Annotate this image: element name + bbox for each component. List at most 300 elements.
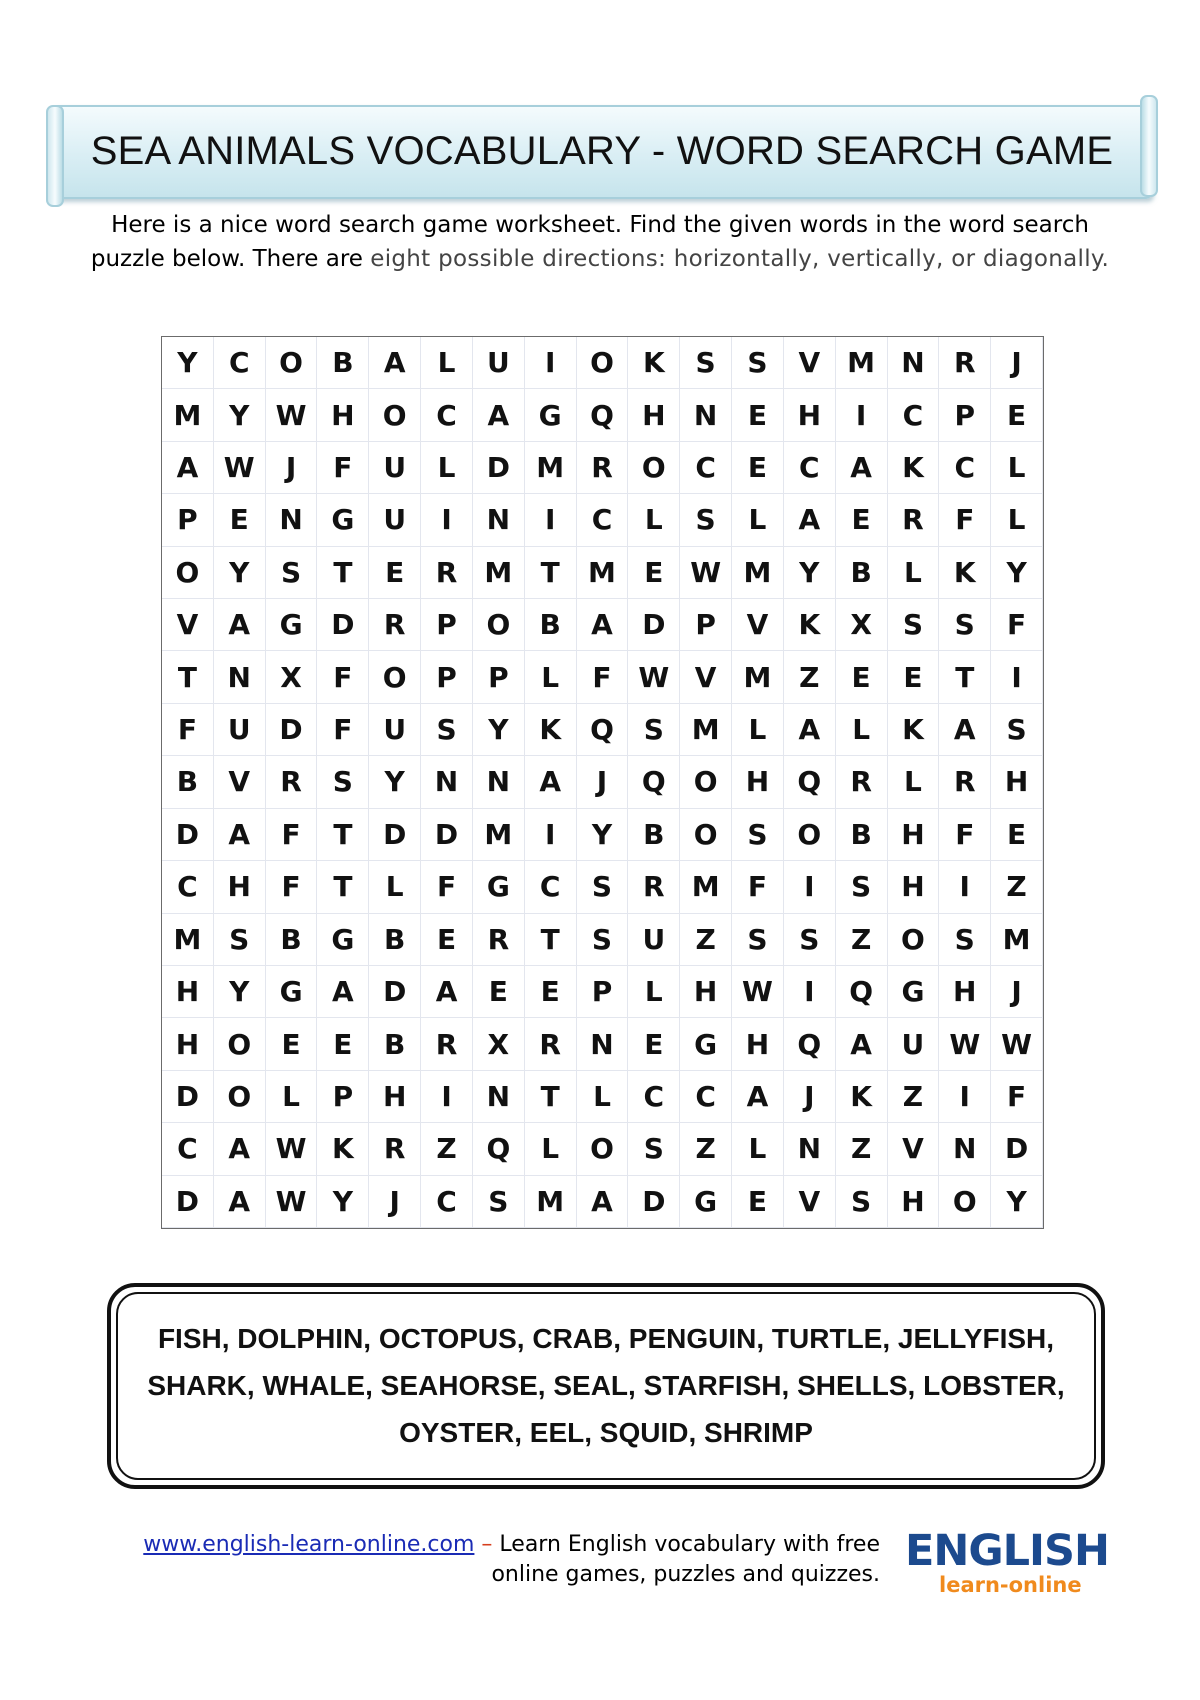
- grid-cell: S: [888, 599, 940, 651]
- grid-cell: B: [317, 337, 369, 389]
- word-list-line-3: OYSTER, EEL, SQUID, SHRIMP: [399, 1417, 813, 1448]
- grid-cell: N: [421, 756, 473, 808]
- grid-cell: F: [421, 861, 473, 913]
- grid-cell: O: [628, 442, 680, 494]
- grid-cell: J: [991, 337, 1043, 389]
- grid-cell: L: [525, 651, 577, 703]
- grid-cell: D: [421, 809, 473, 861]
- grid-cell: E: [991, 809, 1043, 861]
- grid-cell: L: [525, 1123, 577, 1175]
- grid-cell: Q: [836, 966, 888, 1018]
- grid-cell: A: [214, 809, 266, 861]
- grid-cell: S: [991, 704, 1043, 756]
- grid-cell: W: [939, 1018, 991, 1070]
- grid-cell: V: [162, 599, 214, 651]
- word-list-box: [107, 1283, 1105, 1489]
- grid-cell: E: [732, 389, 784, 441]
- grid-cell: Y: [369, 756, 421, 808]
- grid-cell: O: [473, 599, 525, 651]
- grid-cell: M: [680, 704, 732, 756]
- grid-cell: Z: [784, 651, 836, 703]
- grid-cell: P: [680, 599, 732, 651]
- grid-cell: F: [266, 861, 318, 913]
- grid-cell: U: [628, 914, 680, 966]
- grid-cell: A: [939, 704, 991, 756]
- grid-cell: Z: [680, 1123, 732, 1175]
- grid-cell: E: [836, 494, 888, 546]
- grid-cell: G: [266, 599, 318, 651]
- grid-cell: V: [732, 599, 784, 651]
- grid-cell: H: [628, 389, 680, 441]
- grid-cell: K: [888, 442, 940, 494]
- grid-cell: H: [369, 1071, 421, 1123]
- grid-cell: A: [473, 389, 525, 441]
- grid-cell: B: [369, 914, 421, 966]
- grid-cell: F: [991, 599, 1043, 651]
- grid-cell: A: [317, 966, 369, 1018]
- grid-cell: V: [680, 651, 732, 703]
- grid-cell: K: [888, 704, 940, 756]
- grid-cell: L: [888, 547, 940, 599]
- grid-cell: G: [680, 1018, 732, 1070]
- grid-cell: G: [680, 1176, 732, 1228]
- grid-cell: A: [214, 1123, 266, 1175]
- grid-cell: I: [525, 337, 577, 389]
- grid-cell: K: [628, 337, 680, 389]
- grid-cell: C: [888, 389, 940, 441]
- grid-cell: Y: [162, 337, 214, 389]
- grid-cell: R: [577, 442, 629, 494]
- grid-cell: H: [939, 966, 991, 1018]
- grid-cell: P: [162, 494, 214, 546]
- grid-cell: N: [214, 651, 266, 703]
- grid-cell: N: [473, 756, 525, 808]
- grid-cell: B: [836, 809, 888, 861]
- grid-cell: M: [577, 547, 629, 599]
- grid-cell: A: [525, 756, 577, 808]
- grid-cell: T: [525, 1071, 577, 1123]
- grid-cell: D: [369, 966, 421, 1018]
- grid-cell: C: [162, 1123, 214, 1175]
- grid-cell: P: [473, 651, 525, 703]
- grid-cell: E: [369, 547, 421, 599]
- grid-cell: G: [266, 966, 318, 1018]
- grid-cell: X: [473, 1018, 525, 1070]
- grid-cell: R: [473, 914, 525, 966]
- grid-cell: S: [317, 756, 369, 808]
- grid-cell: E: [473, 966, 525, 1018]
- grid-cell: O: [369, 651, 421, 703]
- grid-cell: J: [577, 756, 629, 808]
- intro-line-2-start: puzzle below. There are: [90, 246, 371, 272]
- grid-cell: M: [732, 547, 784, 599]
- grid-cell: Q: [628, 756, 680, 808]
- grid-cell: H: [991, 756, 1043, 808]
- grid-cell: A: [369, 337, 421, 389]
- grid-cell: G: [525, 389, 577, 441]
- grid-cell: I: [421, 494, 473, 546]
- grid-cell: A: [836, 1018, 888, 1070]
- grid-cell: A: [577, 599, 629, 651]
- word-list: [141, 1315, 1071, 1456]
- grid-cell: M: [162, 389, 214, 441]
- grid-cell: C: [680, 442, 732, 494]
- grid-cell: U: [369, 704, 421, 756]
- grid-cell: H: [214, 861, 266, 913]
- grid-cell: A: [784, 704, 836, 756]
- grid-cell: H: [888, 861, 940, 913]
- grid-cell: P: [939, 389, 991, 441]
- grid-cell: S: [732, 337, 784, 389]
- intro-line-1: Here is a nice word search game worksheet. Find the given words in the word search: [111, 212, 1089, 238]
- grid-cell: T: [162, 651, 214, 703]
- page-title: SEA ANIMALS VOCABULARY - WORD SEARCH GAME: [90, 129, 1114, 173]
- grid-cell: M: [991, 914, 1043, 966]
- grid-cell: Z: [888, 1071, 940, 1123]
- grid-cell: L: [732, 494, 784, 546]
- grid-cell: X: [836, 599, 888, 651]
- grid-cell: Z: [680, 914, 732, 966]
- grid-cell: D: [473, 442, 525, 494]
- grid-cell: O: [577, 337, 629, 389]
- grid-cell: N: [939, 1123, 991, 1175]
- footer-text-2: online games, puzzles and quizzes.: [491, 1562, 880, 1587]
- grid-cell: D: [628, 1176, 680, 1228]
- grid-cell: N: [577, 1018, 629, 1070]
- grid-cell: L: [577, 1071, 629, 1123]
- grid-cell: K: [939, 547, 991, 599]
- grid-cell: S: [732, 914, 784, 966]
- grid-cell: V: [888, 1123, 940, 1175]
- grid-cell: S: [939, 914, 991, 966]
- grid-cell: L: [732, 1123, 784, 1175]
- grid-cell: A: [784, 494, 836, 546]
- grid-cell: M: [525, 1176, 577, 1228]
- grid-cell: S: [680, 337, 732, 389]
- grid-cell: K: [836, 1071, 888, 1123]
- intro-line-2: [50, 242, 1150, 276]
- grid-cell: J: [784, 1071, 836, 1123]
- grid-cell: H: [732, 1018, 784, 1070]
- intro-text: [50, 208, 1150, 276]
- grid-cell: L: [266, 1071, 318, 1123]
- grid-cell: K: [784, 599, 836, 651]
- grid-cell: I: [525, 809, 577, 861]
- grid-cell: N: [266, 494, 318, 546]
- grid-cell: K: [525, 704, 577, 756]
- grid-cell: J: [991, 966, 1043, 1018]
- grid-cell: L: [369, 861, 421, 913]
- grid-cell: S: [836, 861, 888, 913]
- grid-cell: Y: [473, 704, 525, 756]
- grid-cell: C: [421, 1176, 473, 1228]
- grid-cell: U: [473, 337, 525, 389]
- grid-cell: I: [836, 389, 888, 441]
- grid-cell: F: [317, 704, 369, 756]
- grid-cell: S: [939, 599, 991, 651]
- grid-cell: K: [317, 1123, 369, 1175]
- grid-cell: I: [939, 861, 991, 913]
- grid-cell: H: [317, 389, 369, 441]
- grid-cell: W: [214, 442, 266, 494]
- grid-cell: G: [317, 914, 369, 966]
- grid-cell: R: [939, 337, 991, 389]
- grid-cell: I: [784, 861, 836, 913]
- grid-cell: E: [732, 442, 784, 494]
- grid-cell: C: [577, 494, 629, 546]
- grid-cell: Q: [473, 1123, 525, 1175]
- grid-cell: X: [266, 651, 318, 703]
- grid-cell: L: [421, 337, 473, 389]
- grid-cell: P: [421, 599, 473, 651]
- grid-cell: D: [266, 704, 318, 756]
- logo-english-text: ENGLISH: [905, 1526, 1110, 1576]
- grid-cell: L: [888, 756, 940, 808]
- grid-cell: Q: [784, 1018, 836, 1070]
- grid-cell: U: [888, 1018, 940, 1070]
- grid-cell: A: [162, 442, 214, 494]
- grid-cell: Y: [214, 547, 266, 599]
- grid-cell: C: [421, 389, 473, 441]
- footer-line-1: [110, 1530, 880, 1560]
- grid-cell: G: [888, 966, 940, 1018]
- grid-cell: E: [214, 494, 266, 546]
- word-list-line-2: SHARK, WHALE, SEAHORSE, SEAL, STARFISH, SHELLS, LOBSTER,: [147, 1370, 1065, 1401]
- grid-cell: R: [369, 599, 421, 651]
- grid-cell: E: [991, 389, 1043, 441]
- grid-cell: E: [888, 651, 940, 703]
- grid-cell: E: [628, 547, 680, 599]
- grid-cell: Y: [214, 389, 266, 441]
- grid-cell: Z: [421, 1123, 473, 1175]
- website-link[interactable]: www.english-learn-online.com: [143, 1532, 475, 1557]
- grid-cell: D: [162, 1176, 214, 1228]
- grid-cell: U: [214, 704, 266, 756]
- grid-cell: M: [162, 914, 214, 966]
- grid-cell: F: [732, 861, 784, 913]
- grid-cell: T: [525, 914, 577, 966]
- grid-cell: E: [732, 1176, 784, 1228]
- grid-cell: R: [939, 756, 991, 808]
- grid-cell: H: [162, 966, 214, 1018]
- grid-cell: J: [266, 442, 318, 494]
- grid-cell: A: [421, 966, 473, 1018]
- grid-cell: B: [266, 914, 318, 966]
- grid-cell: I: [784, 966, 836, 1018]
- grid-cell: B: [525, 599, 577, 651]
- grid-cell: W: [266, 1123, 318, 1175]
- grid-cell: I: [421, 1071, 473, 1123]
- grid-cell: F: [991, 1071, 1043, 1123]
- grid-cell: C: [628, 1071, 680, 1123]
- grid-cell: O: [577, 1123, 629, 1175]
- grid-cell: W: [266, 1176, 318, 1228]
- grid-cell: E: [628, 1018, 680, 1070]
- grid-cell: S: [266, 547, 318, 599]
- grid-cell: T: [317, 861, 369, 913]
- grid-cell: C: [214, 337, 266, 389]
- grid-cell: C: [939, 442, 991, 494]
- footer-dash: –: [474, 1532, 500, 1557]
- grid-cell: F: [266, 809, 318, 861]
- grid-cell: S: [214, 914, 266, 966]
- grid-cell: M: [473, 809, 525, 861]
- grid-cell: E: [421, 914, 473, 966]
- grid-cell: Z: [836, 1123, 888, 1175]
- grid-cell: Y: [577, 809, 629, 861]
- grid-cell: M: [525, 442, 577, 494]
- grid-cell: W: [991, 1018, 1043, 1070]
- grid-cell: R: [888, 494, 940, 546]
- grid-cell: R: [421, 1018, 473, 1070]
- grid-cell: R: [836, 756, 888, 808]
- grid-cell: D: [628, 599, 680, 651]
- grid-cell: U: [369, 442, 421, 494]
- grid-cell: B: [628, 809, 680, 861]
- grid-cell: O: [369, 389, 421, 441]
- grid-cell: M: [836, 337, 888, 389]
- grid-cell: S: [784, 914, 836, 966]
- grid-cell: A: [836, 442, 888, 494]
- grid-cell: E: [317, 1018, 369, 1070]
- grid-cell: G: [473, 861, 525, 913]
- grid-cell: L: [732, 704, 784, 756]
- grid-cell: Y: [991, 547, 1043, 599]
- grid-cell: V: [784, 337, 836, 389]
- grid-cell: P: [421, 651, 473, 703]
- grid-cell: Y: [317, 1176, 369, 1228]
- grid-cell: I: [991, 651, 1043, 703]
- grid-cell: T: [317, 809, 369, 861]
- grid-cell: D: [162, 1071, 214, 1123]
- grid-cell: R: [369, 1123, 421, 1175]
- grid-cell: M: [732, 651, 784, 703]
- grid-cell: W: [732, 966, 784, 1018]
- grid-cell: M: [680, 861, 732, 913]
- grid-cell: N: [473, 1071, 525, 1123]
- grid-cell: H: [784, 389, 836, 441]
- grid-cell: S: [628, 704, 680, 756]
- grid-cell: O: [266, 337, 318, 389]
- grid-cell: Q: [577, 389, 629, 441]
- grid-cell: D: [317, 599, 369, 651]
- grid-cell: L: [991, 442, 1043, 494]
- grid-cell: B: [836, 547, 888, 599]
- grid-cell: O: [680, 756, 732, 808]
- grid-cell: P: [577, 966, 629, 1018]
- grid-cell: E: [266, 1018, 318, 1070]
- grid-cell: S: [836, 1176, 888, 1228]
- grid-cell: S: [473, 1176, 525, 1228]
- grid-cell: S: [577, 914, 629, 966]
- grid-cell: I: [525, 494, 577, 546]
- grid-cell: S: [577, 861, 629, 913]
- grid-cell: L: [991, 494, 1043, 546]
- grid-cell: R: [525, 1018, 577, 1070]
- grid-cell: Y: [784, 547, 836, 599]
- grid-cell: A: [577, 1176, 629, 1228]
- grid-cell: L: [421, 442, 473, 494]
- grid-cell: O: [162, 547, 214, 599]
- grid-cell: E: [836, 651, 888, 703]
- grid-cell: O: [680, 809, 732, 861]
- grid-cell: F: [317, 442, 369, 494]
- grid-cell: H: [888, 1176, 940, 1228]
- grid-cell: F: [162, 704, 214, 756]
- grid-cell: B: [162, 756, 214, 808]
- grid-cell: A: [214, 1176, 266, 1228]
- grid-cell: Y: [991, 1176, 1043, 1228]
- grid-cell: V: [784, 1176, 836, 1228]
- grid-cell: D: [991, 1123, 1043, 1175]
- english-learn-online-logo[interactable]: [905, 1526, 1110, 1608]
- grid-cell: N: [888, 337, 940, 389]
- grid-cell: F: [939, 809, 991, 861]
- grid-cell: R: [628, 861, 680, 913]
- grid-cell: O: [214, 1018, 266, 1070]
- grid-cell: T: [939, 651, 991, 703]
- word-search-grid: [161, 336, 1044, 1229]
- grid-cell: D: [369, 809, 421, 861]
- footer: [110, 1530, 880, 1590]
- logo-learn-online-text: learn-online: [939, 1573, 1082, 1597]
- grid-cell: R: [266, 756, 318, 808]
- grid-cell: F: [577, 651, 629, 703]
- footer-text-1: Learn English vocabulary with free: [499, 1532, 880, 1557]
- grid-cell: A: [214, 599, 266, 651]
- word-list-line-1: FISH, DOLPHIN, OCTOPUS, CRAB, PENGUIN, TURTLE, JELLYFISH,: [157, 1323, 1055, 1354]
- grid-cell: W: [628, 651, 680, 703]
- grid-cell: L: [836, 704, 888, 756]
- grid-cell: Z: [836, 914, 888, 966]
- grid-cell: T: [525, 547, 577, 599]
- grid-cell: D: [162, 809, 214, 861]
- grid-cell: I: [939, 1071, 991, 1123]
- title-banner: [52, 105, 1152, 199]
- grid-cell: R: [421, 547, 473, 599]
- grid-cell: E: [525, 966, 577, 1018]
- intro-line-2-end: eight possible directions: horizontally, vertically, or diagonally.: [370, 246, 1110, 272]
- grid-cell: O: [939, 1176, 991, 1228]
- grid-cell: N: [784, 1123, 836, 1175]
- grid-cell: F: [317, 651, 369, 703]
- grid-cell: O: [214, 1071, 266, 1123]
- grid-cell: Y: [214, 966, 266, 1018]
- grid-cell: B: [369, 1018, 421, 1070]
- grid-cell: Q: [784, 756, 836, 808]
- grid-cell: N: [680, 389, 732, 441]
- grid-cell: L: [628, 494, 680, 546]
- grid-cell: M: [473, 547, 525, 599]
- grid-cell: P: [317, 1071, 369, 1123]
- grid-cell: V: [214, 756, 266, 808]
- grid-cell: A: [732, 1071, 784, 1123]
- grid-cell: S: [628, 1123, 680, 1175]
- grid-cell: H: [162, 1018, 214, 1070]
- grid-cell: S: [680, 494, 732, 546]
- grid-cell: F: [939, 494, 991, 546]
- grid-cell: T: [317, 547, 369, 599]
- grid-cell: N: [473, 494, 525, 546]
- grid-cell: W: [680, 547, 732, 599]
- grid-cell: Z: [991, 861, 1043, 913]
- grid-cell: O: [888, 914, 940, 966]
- grid-cell: U: [369, 494, 421, 546]
- grid-cell: C: [680, 1071, 732, 1123]
- grid-cell: H: [680, 966, 732, 1018]
- grid-cell: C: [784, 442, 836, 494]
- grid-cell: L: [628, 966, 680, 1018]
